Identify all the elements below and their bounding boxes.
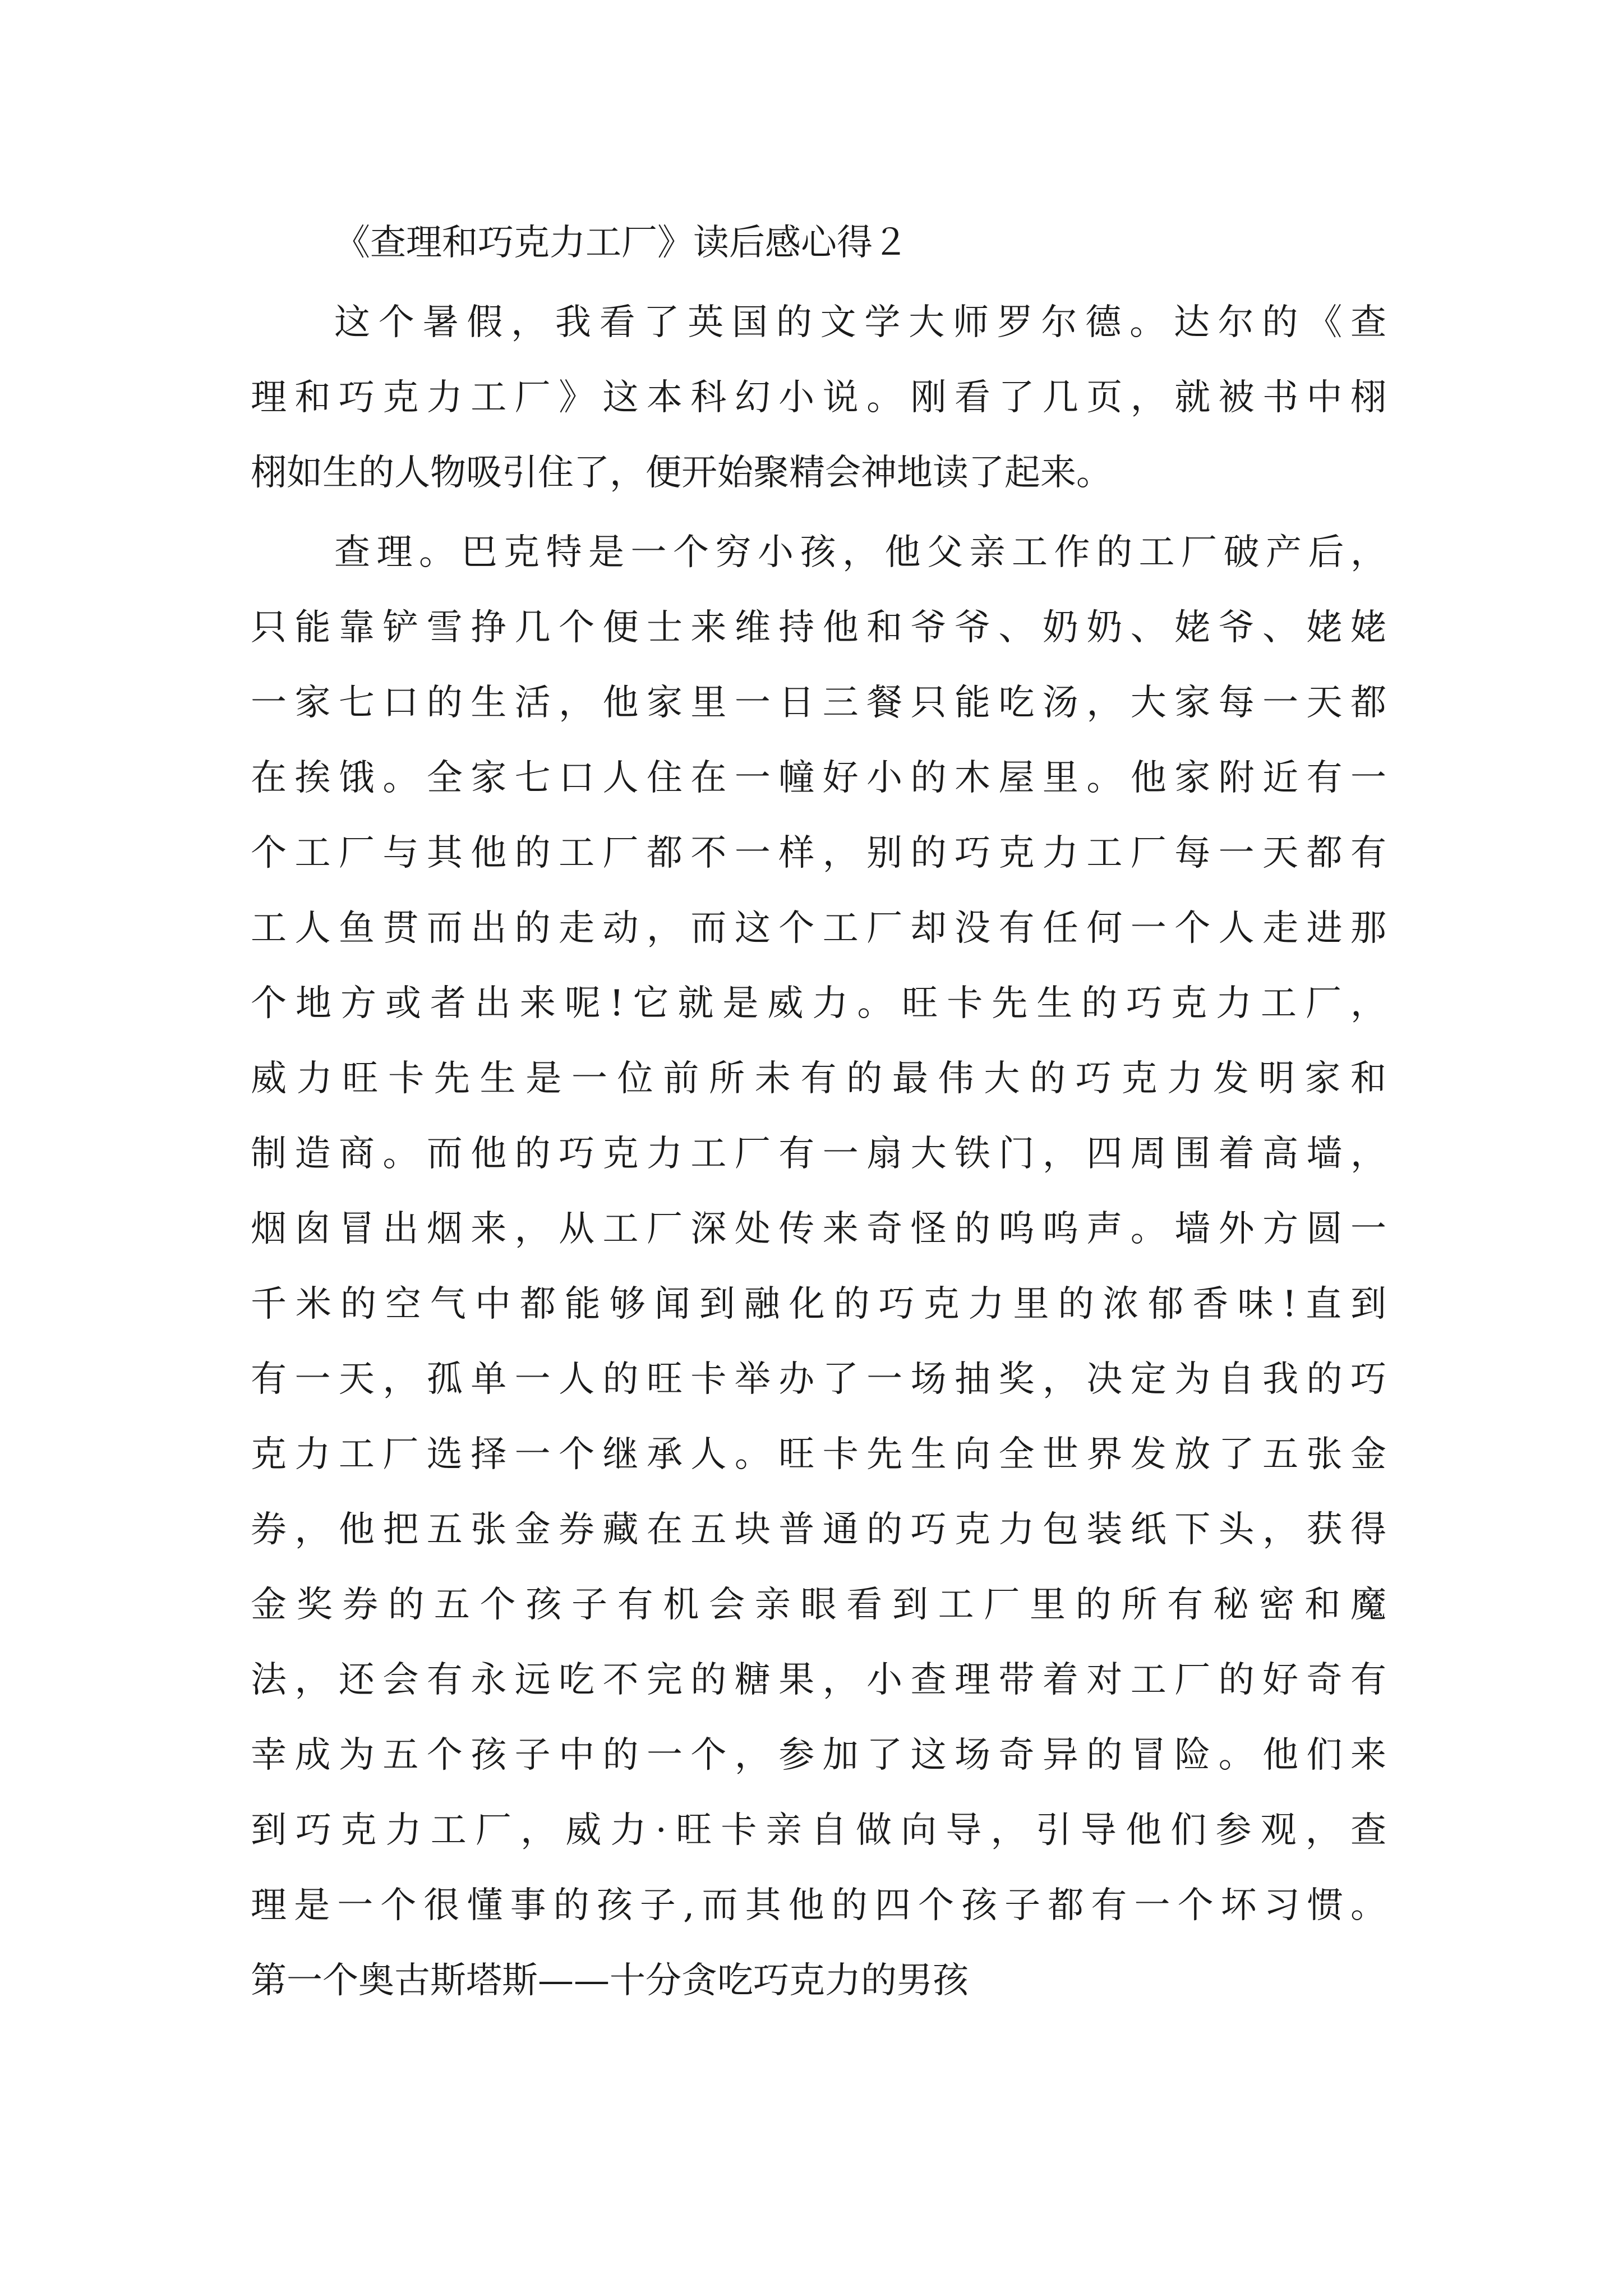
paragraph-1-line-1: 这个暑假，我看了英国的文学大师罗尔德。达尔的《查 (334, 302, 1386, 343)
paragraph-2-line-20: 第一个奥古斯塔斯——十分贪吃巧克力的男孩 (251, 1960, 969, 2001)
paragraph-2-line-15: 金奖券的五个孩子有机会亲眼看到工厂里的所有秘密和魔 (251, 1584, 1386, 1626)
paragraph-2-line-6: 工人鱼贯而出的走动，而这个工厂却没有任何一个人走进那 (251, 908, 1386, 949)
paragraph-2-line-8: 威力旺卡先生是一位前所未有的最伟大的巧克力发明家和 (251, 1058, 1386, 1099)
paragraph-2-line-18: 到巧克力工厂，威力·旺卡亲自做向导，引导他们参观，查 (251, 1810, 1386, 1851)
paragraph-2-line-11: 千米的空气中都能够闻到融化的巧克力里的浓郁香味!直到 (251, 1283, 1386, 1325)
paragraph-2-line-12: 有一天，孤单一人的旺卡举办了一场抽奖，决定为自我的巧 (251, 1359, 1386, 1400)
paragraph-2-line-1: 查理。巴克特是一个穷小孩，他父亲工作的工厂破产后， (334, 532, 1386, 573)
paragraph-2-line-7: 个地方或者出来呢!它就是威力。旺卡先生的巧克力工厂， (251, 983, 1386, 1024)
paragraph-2-line-2: 只能靠铲雪挣几个便士来维持他和爷爷、奶奶、姥爷、姥姥 (251, 607, 1386, 648)
paragraph-2-line-3: 一家七口的生活，他家里一日三餐只能吃汤，大家每一天都 (251, 682, 1386, 724)
paragraph-1-line-2: 理和巧克力工厂》这本科幻小说。刚看了几页，就被书中栩 (251, 377, 1386, 418)
paragraph-2-line-13: 克力工厂选择一个继承人。旺卡先生向全世界发放了五张金 (251, 1434, 1386, 1475)
paragraph-1-line-3: 栩如生的人物吸引住了，便开始聚精会神地读了起来。 (251, 452, 1112, 494)
paragraph-2-line-16: 法，还会有永远吃不完的糖果，小查理带着对工厂的好奇有 (251, 1659, 1386, 1701)
document-title: 《查理和巧克力工厂》读后感心得２ (334, 222, 909, 264)
paragraph-2-line-14: 券，他把五张金券藏在五块普通的巧克力包装纸下头，获得 (251, 1509, 1386, 1550)
paragraph-2-line-17: 幸成为五个孩子中的一个，参加了这场奇异的冒险。他们来 (251, 1734, 1386, 1776)
paragraph-2-line-5: 个工厂与其他的工厂都不一样，别的巧克力工厂每一天都有 (251, 832, 1386, 874)
paragraph-2-line-19: 理是一个很懂事的孩子,而其他的四个孩子都有一个坏习惯。 (251, 1885, 1386, 1926)
paragraph-2-line-9: 制造商。而他的巧克力工厂有一扇大铁门，四周围着高墙， (251, 1133, 1386, 1175)
paragraph-2-line-10: 烟囱冒出烟来，从工厂深处传来奇怪的呜呜声。墙外方圆一 (251, 1208, 1386, 1250)
paragraph-2-line-4: 在挨饿。全家七口人住在一幢好小的木屋里。他家附近有一 (251, 757, 1386, 799)
